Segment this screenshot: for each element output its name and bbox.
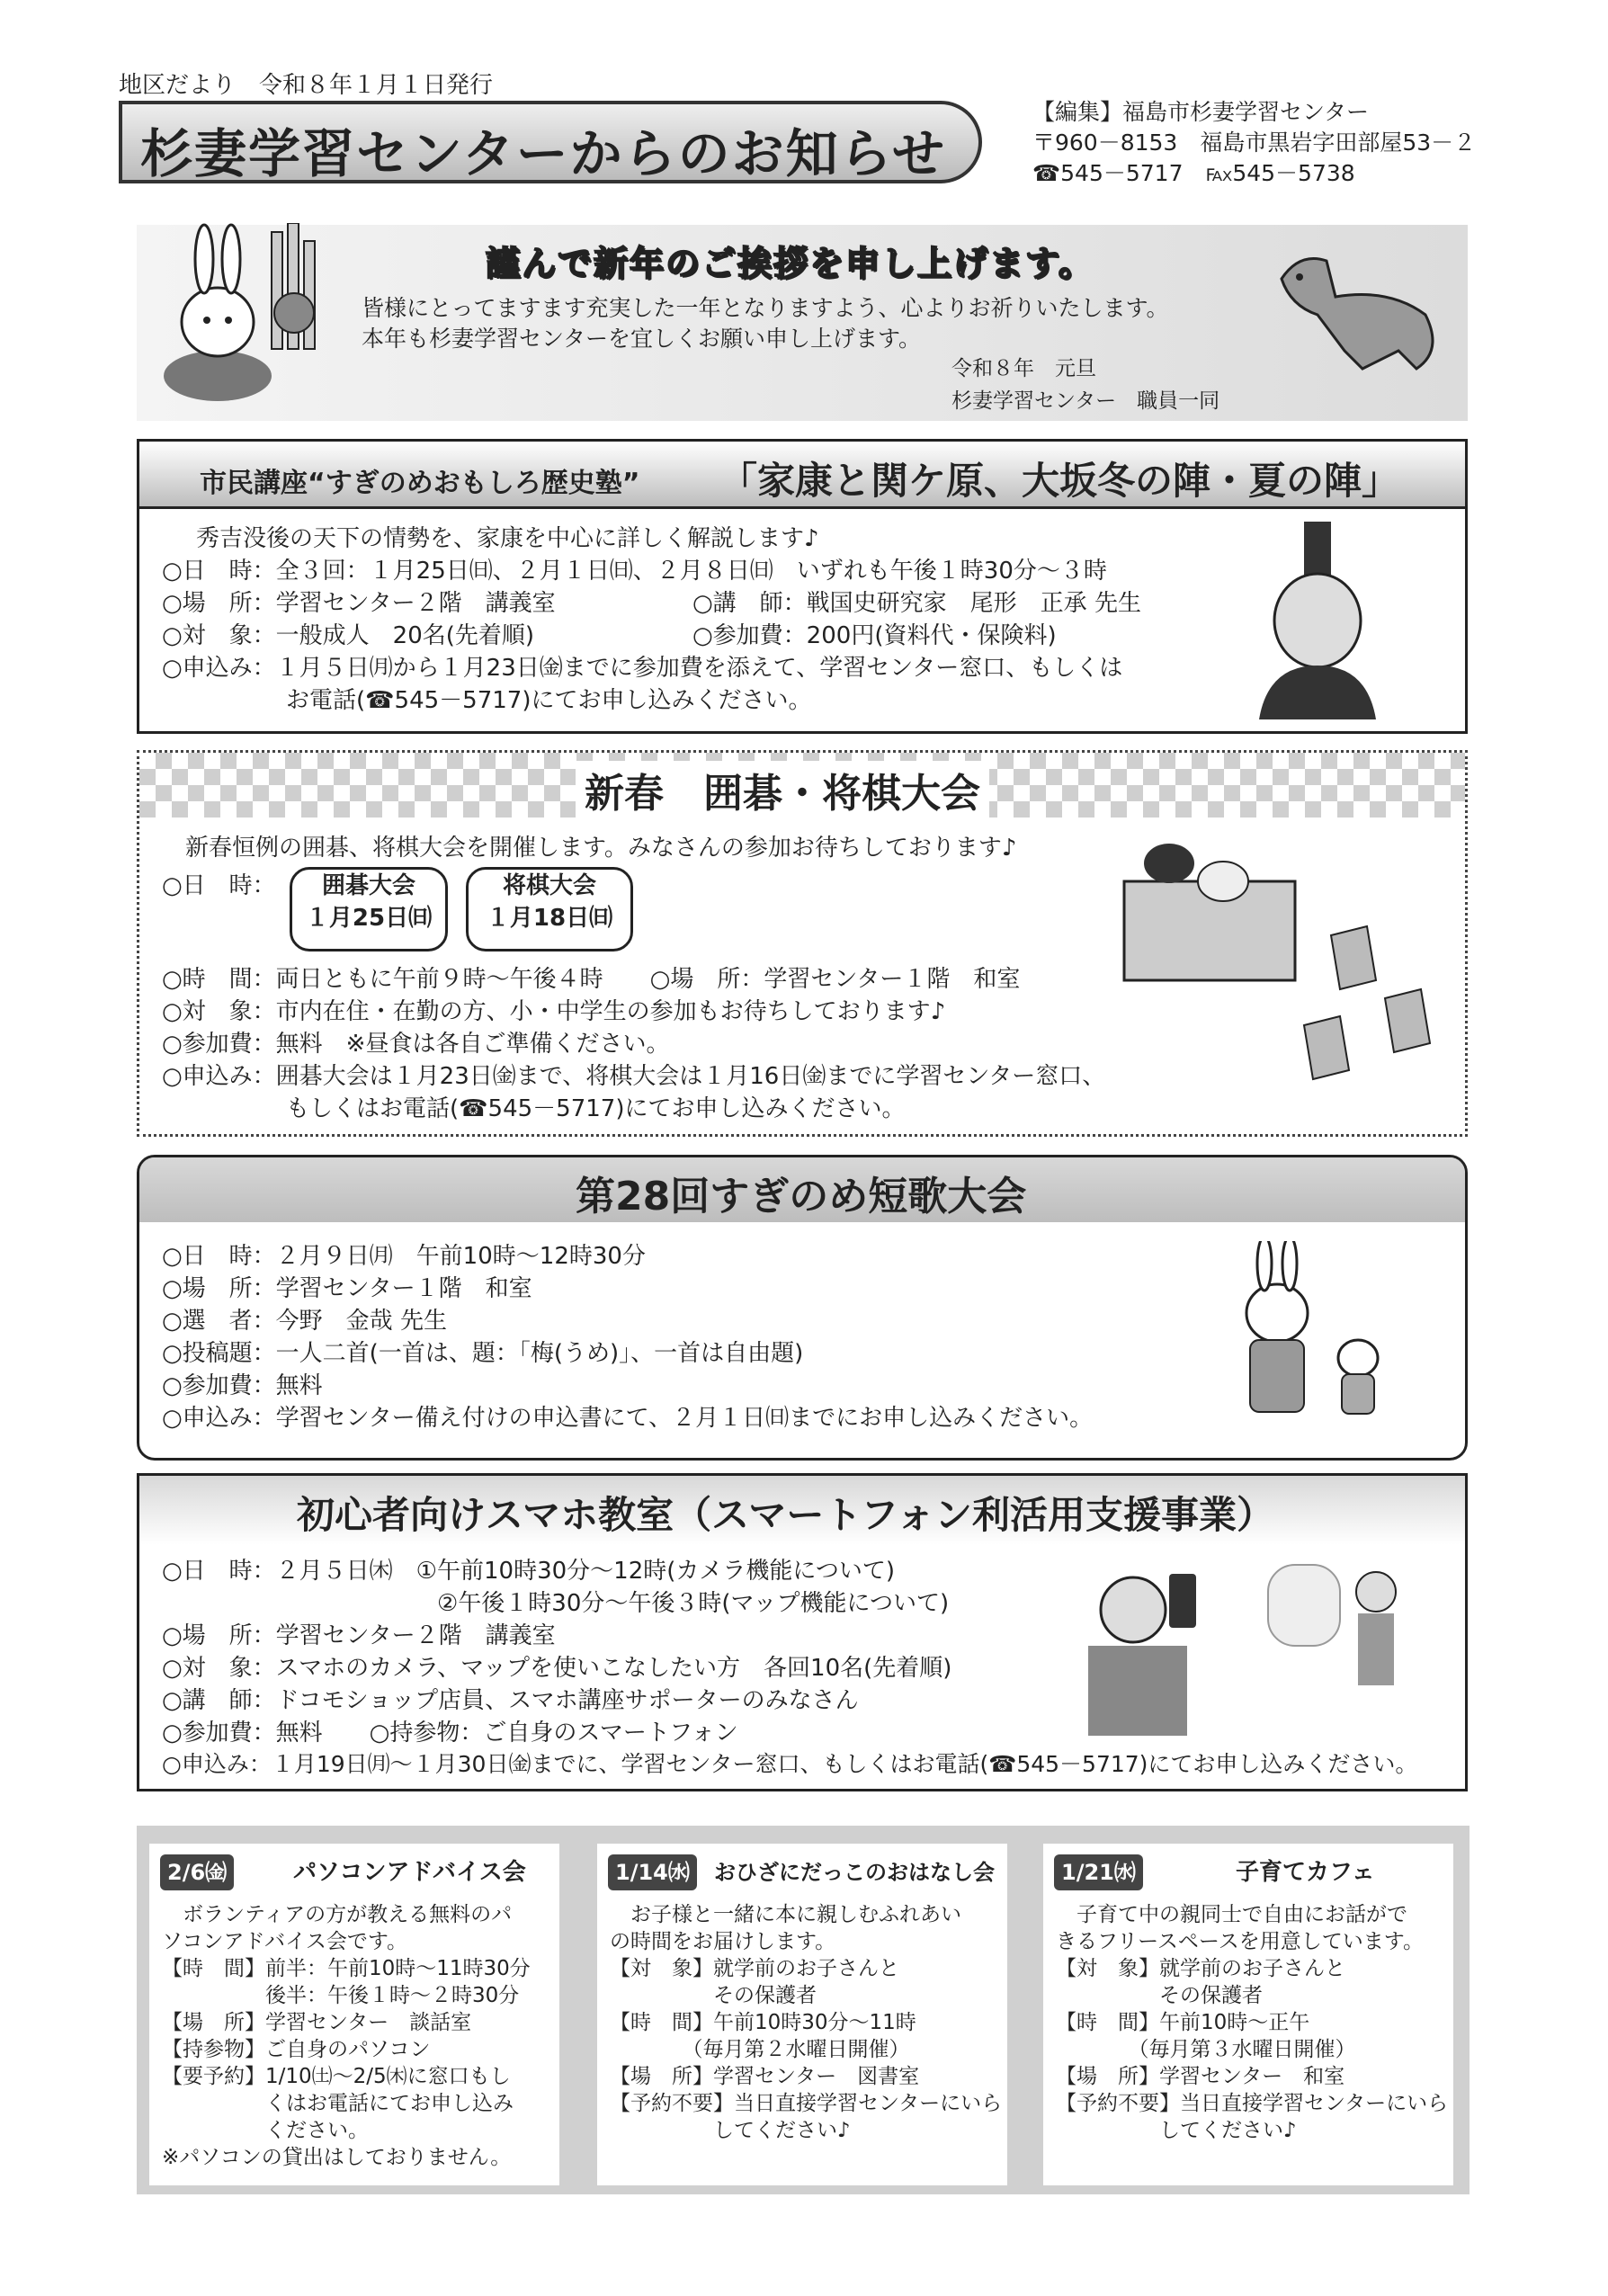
go-shogi-apply: ○申込み：囲碁大会は１月23日㈮まで、将棋大会は１月16日㈮までに学習センター窓口、 <box>162 1063 1106 1090</box>
pc-advice-date: 2/6㈮ <box>160 1854 234 1890</box>
issue-line: 地区だより 令和８年１月１日発行 <box>119 72 494 99</box>
smartphone-place: ○場 所：学習センター２階 講義室 <box>162 1622 556 1649</box>
tanka-place: ○場 所：学習センター１階 和室 <box>162 1275 532 1302</box>
go-shogi-fee: ○参加費：無料 ※昼食は各自ご準備ください。 <box>162 1031 670 1058</box>
childcare-cafe-text: 子育て中の親同士で自由にお話がで きるフリースペースを用意しています。 【対 象】就学前のお子さんと その保護者 【時 間】午前10時～正午 （毎月第３水曜日開催） 【場 所】学習センター 和室 【予約不要】当日直接学習センターにいら してください♪ <box>1056 1903 1449 2142</box>
go-date: １月25日㈰ <box>305 905 433 932</box>
greeting-body <box>362 293 1169 354</box>
history-date: ○日 時：全３回：１月25日㈰、２月１日㈰、２月８日㈰ いずれも午後１時30分～３時 <box>162 558 1107 585</box>
history-apply-cont: お電話(☎545－5717)にてお申し込みください。 <box>286 687 812 714</box>
greeting-line: 本年も杉妻学習センターを宜しくお願い申し上げます。 <box>362 326 922 352</box>
go-name: 囲碁大会 <box>321 872 415 899</box>
history-intro: 秀吉没後の天下の情勢を、家康を中心に詳しく解説します♪ <box>196 525 819 552</box>
address-line: 〒960－8153 福島市黒岩字田部屋53－２ <box>1032 130 1477 156</box>
samurai-illustration <box>1250 522 1412 719</box>
greeting-line: 皆様にとってますます充実した一年となりますよう、心よりお祈りいたします。 <box>362 295 1169 321</box>
greeting-title: 謹んで新年のご挨拶を申し上げます。 <box>486 244 1094 283</box>
tanka-title: 第28回すぎのめ短歌大会 <box>576 1174 1027 1219</box>
history-place: ○場 所：学習センター２階 講義室 <box>162 590 556 617</box>
shogi-name: 将棋大会 <box>502 872 596 899</box>
storytime-column <box>597 1844 1007 2185</box>
tanka-date: ○日 時：２月９日㈪ 午前10時～12時30分 <box>162 1243 646 1270</box>
smartphone-date-2: ②午後１時30分～午後３時(マップ機能について) <box>437 1590 950 1617</box>
page-title-banner <box>119 101 982 183</box>
pc-advice-column <box>149 1844 559 2185</box>
pc-advice-title: パソコンアドバイス会 <box>293 1859 526 1886</box>
childcare-cafe-title: 子育てカフェ <box>1236 1859 1375 1886</box>
storytime-title: おひざにだっこのおはなし会 <box>714 1860 995 1885</box>
tanka-judge: ○選 者：今野 金哉 先生 <box>162 1308 447 1335</box>
storytime-date: 1/14㈬ <box>608 1854 697 1890</box>
go-shogi-intro: 新春恒例の囲碁、将棋大会を開催します。みなさんの参加お待ちしております♪ <box>185 835 1017 862</box>
history-title-b: 「家康と関ケ原、大坂冬の陣・夏の陣」 <box>719 459 1400 503</box>
smartphone-target: ○対 象：スマホのカメラ、マップを使いこなしたい方 各回10名(先着順) <box>162 1655 952 1682</box>
childcare-cafe-date: 1/21㈬ <box>1054 1854 1143 1890</box>
childcare-cafe-column <box>1043 1844 1453 2185</box>
history-fee: ○参加費：200円(資料代・保険料) <box>692 622 1057 649</box>
history-title-a: 市民講座“すぎのめおもしろ歴史塾” <box>200 468 640 499</box>
greeting-date: 令和８年 元旦 <box>951 357 1096 380</box>
phone-line: ☎545－5717 ℻545－5738 <box>1032 160 1355 186</box>
history-lecturer: ○講 師：戦国史研究家 尾形 正承 先生 <box>692 590 1141 617</box>
go-shogi-title: 新春 囲碁・将棋大会 <box>576 761 989 818</box>
editor-info <box>1032 97 1476 189</box>
rabbit-kadomatsu-illustration <box>155 223 344 403</box>
smartphone-fee: ○参加費：無料 ○持参物：ご自身のスマートフォン <box>162 1720 738 1747</box>
go-shogi-apply-cont: もしくはお電話(☎545－5717)にてお申し込みください。 <box>286 1095 906 1122</box>
tanka-theme: ○投稿題：一人二首(一首は、題：「梅(うめ)」、一首は自由題) <box>162 1340 804 1367</box>
page-title: 杉妻学習センターからのお知らせ <box>140 123 946 184</box>
greeting-signature: 杉妻学習センター 職員一同 <box>951 389 1220 413</box>
history-apply: ○申込み：１月５日㈪から１月23日㈮までに参加費を添えて、学習センター窓口、もしくは <box>162 655 1123 682</box>
smartphone-lecturer: ○講 師：ドコモショップ店員、スマホ講座サポーターのみなさん <box>162 1687 859 1714</box>
go-shogi-target: ○対 象：市内在住・在勤の方、小・中学生の参加もお待ちしております♪ <box>162 998 946 1025</box>
go-shogi-date-label: ○日 時： <box>162 872 276 899</box>
horse-illustration <box>1264 243 1461 396</box>
greeting-sign <box>951 353 1219 417</box>
tanka-apply: ○申込み：学習センター備え付けの申込書にて、２月１日㈰までにお申し込みください。 <box>162 1405 1094 1432</box>
storytime-text: お子様と一緒に本に親しむふれあい の時間をお届けします。 【対 象】就学前のお子さんと その保護者 【時 間】午前10時30分～11時 （毎月第２水曜日開催） 【場 所】学習センター 図書室 【予約不要】当日直接学習センターにいら してください♪ <box>610 1903 1003 2142</box>
smartphone-title: 初心者向けスマホ教室（スマートフォン利活用支援事業） <box>297 1493 1274 1537</box>
pc-advice-text: ボランティアの方が教える無料のパ ソコンアドバイス会です。 【時 間】前半：午前10時～11時30分 後半：午後１時～２時30分 【場 所】学習センター 談話室 【持参物】ご自身のパソコン 【要予約】1/10㈯～2/5㈭に窓口もし くはお電話にてお申し込み ください。 ※パソコンの貸出はしておりません。 <box>162 1903 531 2169</box>
go-shogi-time: ○時 間：両日ともに午前９時～午後４時 ○場 所：学習センター１階 和室 <box>162 966 1021 993</box>
tanka-fee: ○参加費：無料 <box>162 1372 323 1399</box>
rabbit-poets-illustration <box>1214 1241 1412 1421</box>
smartphone-users-illustration <box>1079 1556 1439 1736</box>
go-board-shogi-pieces-illustration <box>1106 827 1448 1097</box>
history-target: ○対 象：一般成人 20名(先着順) <box>162 622 535 649</box>
shogi-date: １月18日㈰ <box>486 905 613 932</box>
smartphone-apply: ○申込み：１月19日㈪～１月30日㈮までに、学習センター窓口、もしくはお電話(☎545－5717)にてお申し込みください。 <box>162 1751 1418 1777</box>
shogi-tournament-box <box>466 867 633 951</box>
smartphone-date: ○日 時：２月５日㈭ ①午前10時30分～12時(カメラ機能について) <box>162 1558 896 1585</box>
editor-line: 【編集】福島市杉妻学習センター <box>1032 99 1370 125</box>
go-tournament-box <box>290 867 448 951</box>
